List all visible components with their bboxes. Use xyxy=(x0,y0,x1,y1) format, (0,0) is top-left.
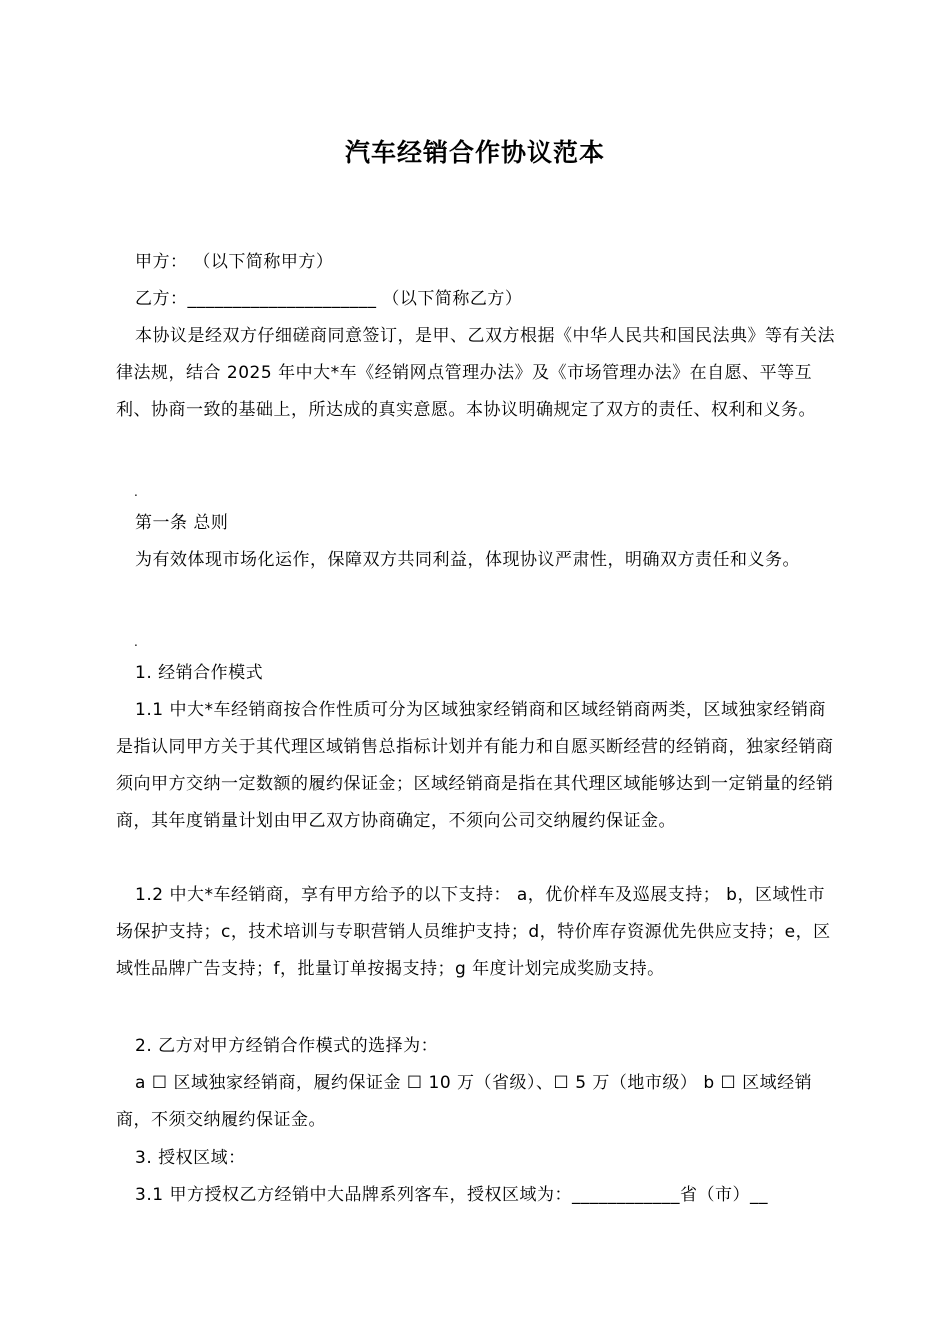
section-1-2-paragraph: 1.2 中大*车经销商，享有甲方给予的以下支持： a，优价样车及巡展支持； b，区域性市场保护支持；c，技术培训与专职营销人员维护支持；d，特价库存资源优先供应支持；e，区域性品牌广告支持；f，批量订单按揭支持；g 年度计划完成奖励支持。 xyxy=(116,885,831,979)
section-2-heading: 2. 乙方对甲方经销合作模式的选择为： xyxy=(135,1036,439,1056)
section-1-heading: 1. 经销合作模式 xyxy=(135,663,264,683)
section-1-1-paragraph: 1.1 中大*车经销商按合作性质可分为区域独家经销商和区域经销商两类，区域独家经销商是指认同甲方关于其代理区域销售总指标计划并有能力和自愿买断经营的经销商，独家经销商须向甲方交纳一定数额的履约保证金；区域经销商是指在其代理区域能够达到一定销量的经销商，其年度销量计划由甲乙双方协商确定，不须向公司交纳履约保证金。 xyxy=(116,700,834,831)
separator-dot: . xyxy=(134,635,138,649)
section-3-1-paragraph: 3.1 甲方授权乙方经销中大品牌系列客车，授权区域为：____________省（市）__ xyxy=(135,1185,768,1205)
section-2-options: a ☐ 区域独家经销商，履约保证金 ☐ 10 万（省级）、☐ 5 万（地市级） b ☐ 区域经销商，不须交纳履约保证金。 xyxy=(116,1073,813,1130)
section-3-heading: 3. 授权区域： xyxy=(135,1148,246,1168)
document-title: 汽车经销合作协议范本 xyxy=(344,138,605,167)
party-a-line: 甲方： （以下简称甲方） xyxy=(135,252,334,272)
party-b-line: 乙方：_____________________ （以下简称乙方） xyxy=(135,289,523,309)
separator-dot: . xyxy=(134,485,138,499)
article-1-body: 为有效体现市场化运作，保障双方共同利益，体现协议严肃性，明确双方责任和义务。 xyxy=(135,550,800,570)
article-1-heading: 第一条 总则 xyxy=(135,513,229,533)
intro-paragraph: 本协议是经双方仔细磋商同意签订，是甲、乙双方根据《中华人民共和国民法典》等有关法律法规，结合 2025 年中大*车《经销网点管理办法》及《市场管理办法》在自愿、平等互利、协商一致的基础上，所达成的真实意愿。本协议明确规定了双方的责任、权利和义务。 xyxy=(116,326,835,420)
